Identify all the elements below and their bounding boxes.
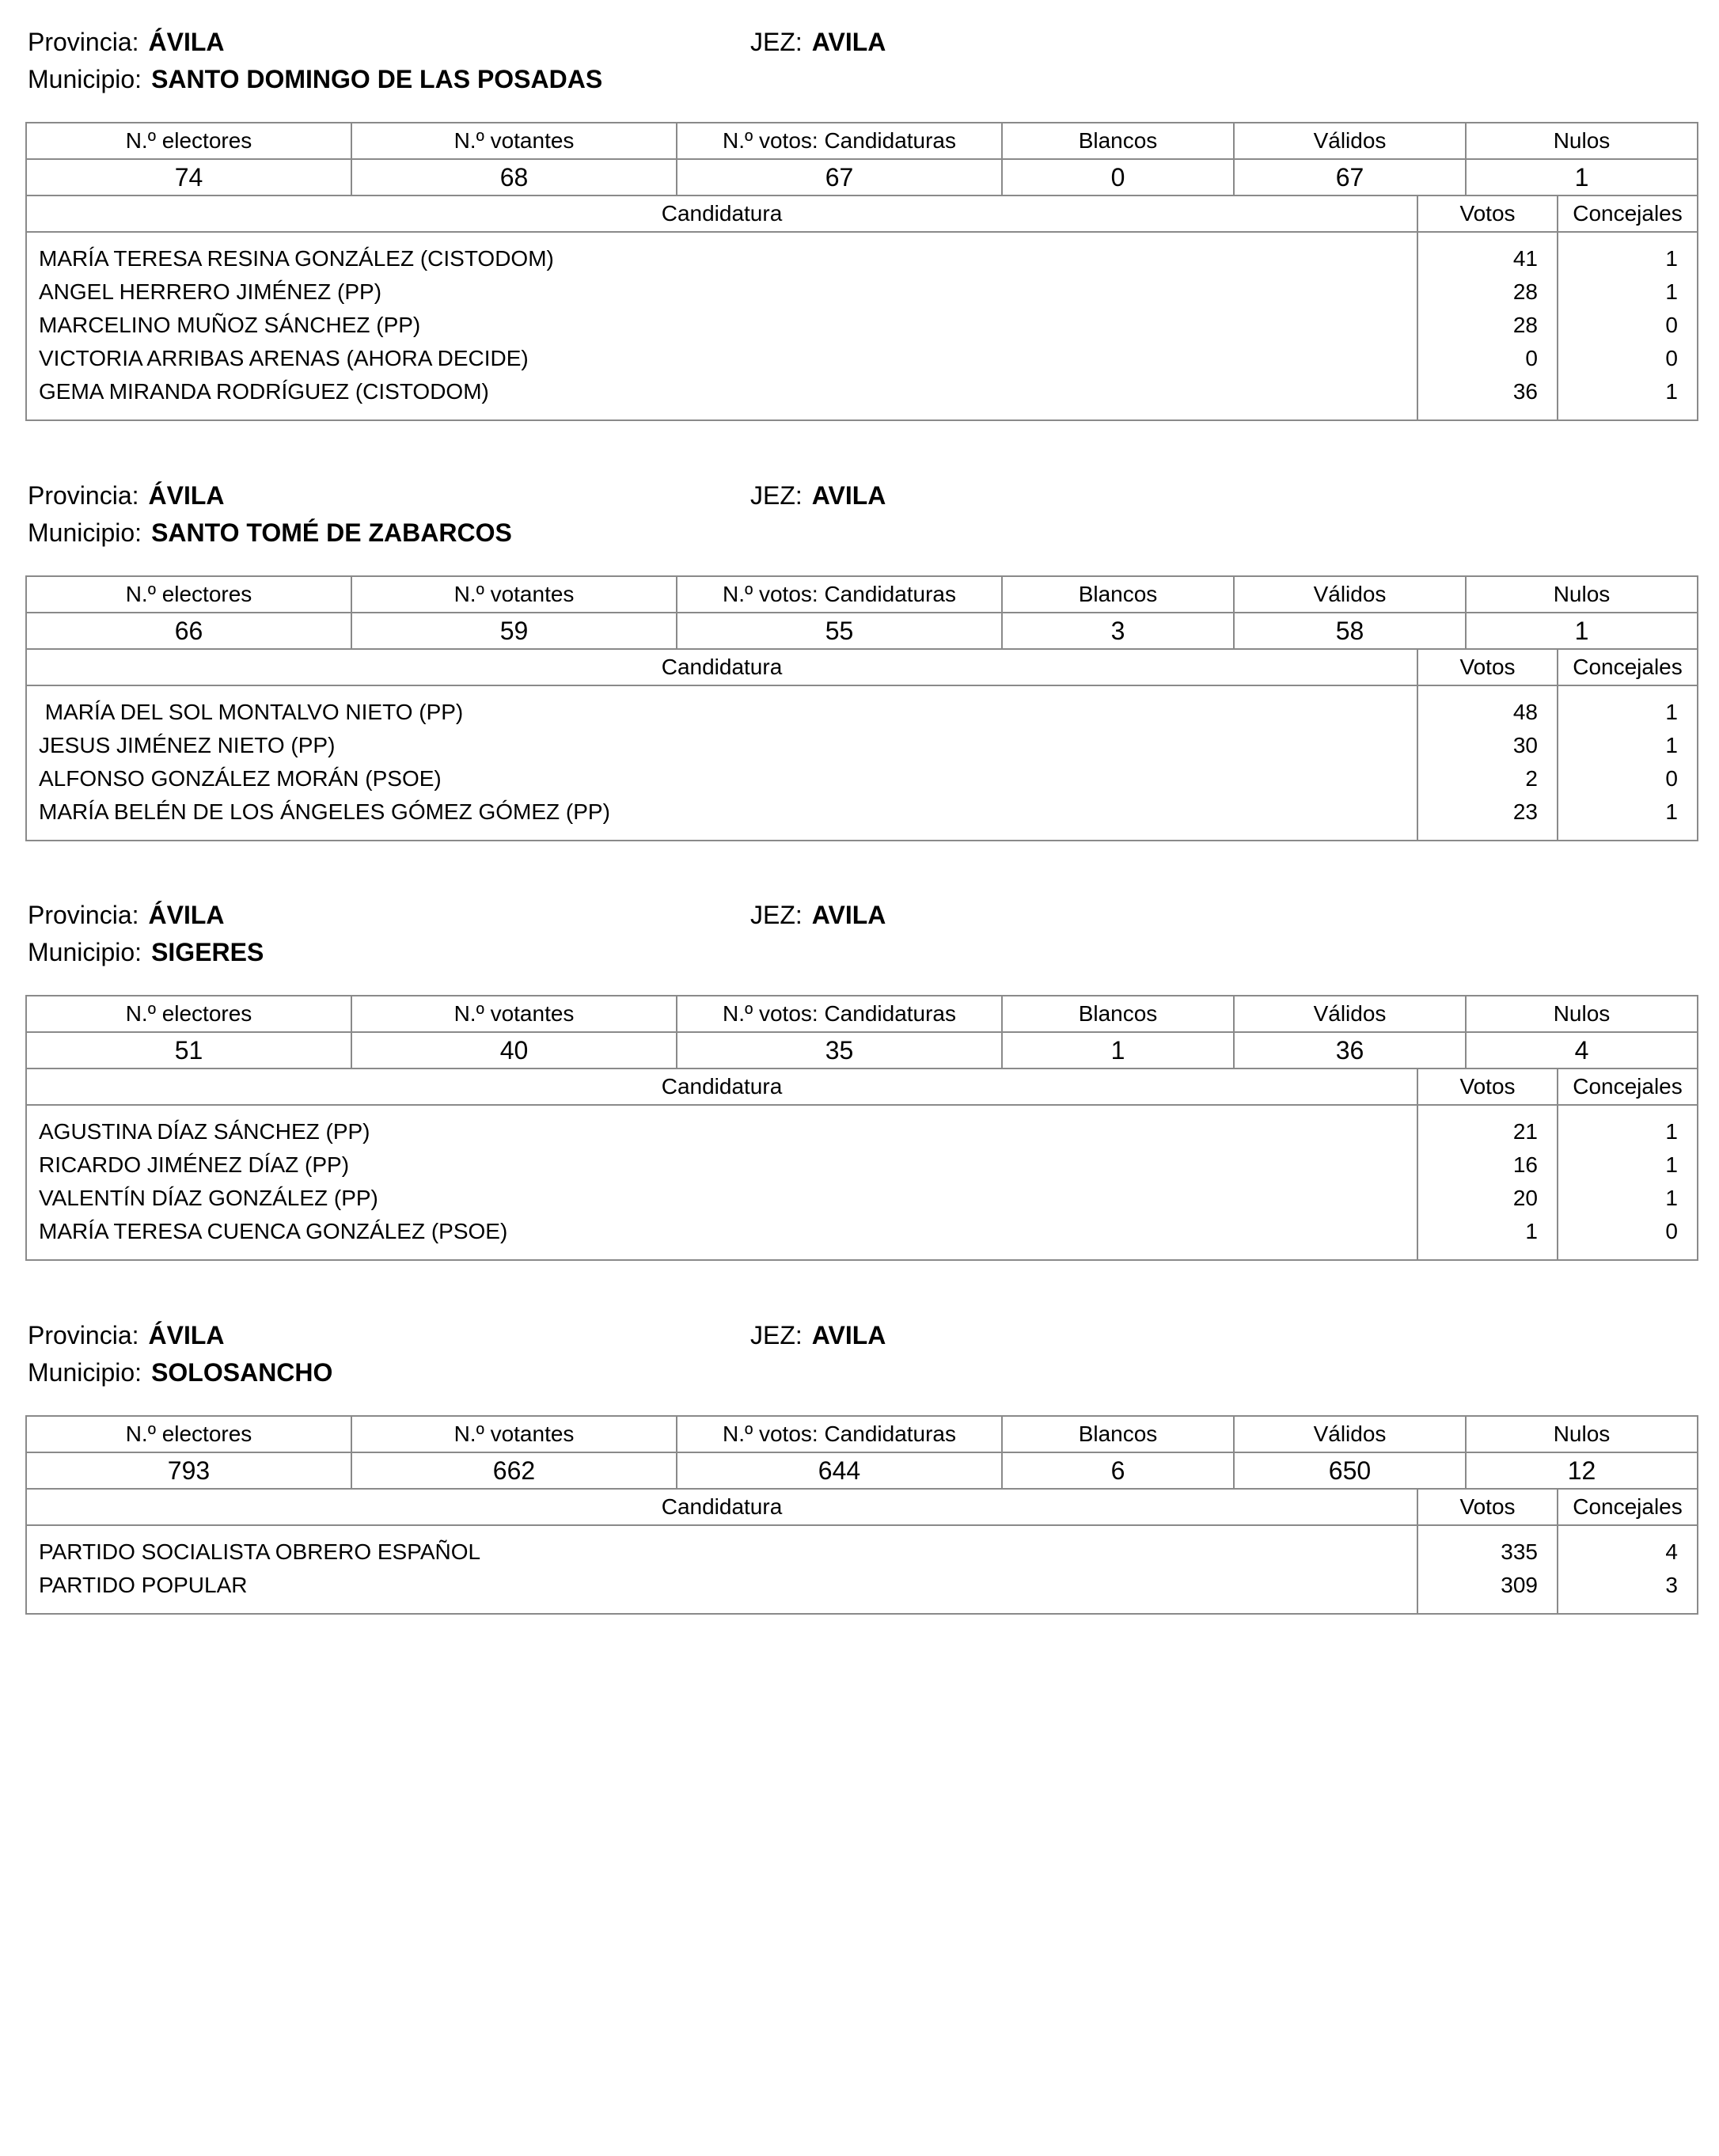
stats-header-blancos: Blancos [1002,1416,1234,1452]
municipio-block [0,1308,1719,1703]
candidate-name: ANGEL HERRERO JIMÉNEZ (PP) [39,279,382,304]
candidate-concejales: 0 [1665,1219,1678,1243]
candidate-name: PARTIDO SOCIALISTA OBRERO ESPAÑOL [39,1539,481,1564]
candidate-name: VICTORIA ARRIBAS ARENAS (AHORA DECIDE) [39,346,529,370]
stats-header-validos: Válidos [1234,576,1466,613]
municipio-label: Municipio: [28,65,142,93]
provincia-label: Provincia: [28,1321,139,1349]
candidate-name: RICARDO JIMÉNEZ DÍAZ (PP) [39,1152,350,1177]
candidates-header-row [26,649,1698,685]
candidate-concejales: 1 [1665,1119,1678,1144]
provincia-line [28,27,225,57]
stats-value-votos-candidaturas: 644 [677,1452,1002,1489]
stats-value-validos: 67 [1234,159,1466,195]
provincia-line [28,480,225,511]
provincia-label: Provincia: [28,901,139,929]
stats-header-nulos: Nulos [1466,996,1698,1032]
concejales-header: Concejales [1558,1489,1698,1525]
stats-table [25,575,1698,650]
candidate-votes: 1 [1525,1219,1538,1243]
candidates-table [25,195,1698,421]
candidate-votes: 48 [1512,700,1538,724]
candidates-table [25,1488,1698,1615]
municipio-line [28,1357,332,1387]
candidate-votes-column [1417,685,1558,841]
jez-line [750,1320,886,1350]
stats-value-electores: 74 [26,159,351,195]
candidate-concejales-column [1558,1525,1698,1614]
stats-header-row [26,576,1698,613]
municipio-value: SIGERES [151,938,264,966]
stats-value-validos: 36 [1234,1032,1466,1069]
votos-header: Votos [1417,649,1558,685]
candidatura-header: Candidatura [26,649,1417,685]
stats-header-votantes: N.º votantes [351,576,677,613]
candidate-votes-column [1417,1105,1558,1260]
municipio-value: SANTO TOMÉ DE ZABARCOS [151,518,512,547]
municipio-line [28,64,602,94]
stats-value-votos-candidaturas: 67 [677,159,1002,195]
candidate-votes: 30 [1512,733,1538,757]
stats-header-nulos: Nulos [1466,576,1698,613]
stats-value-blancos: 0 [1002,159,1234,195]
stats-header-validos: Válidos [1234,1416,1466,1452]
jez-label: JEZ: [750,28,803,56]
jez-value: AVILA [811,901,886,929]
candidates-header-row [26,195,1698,232]
jez-line [750,900,886,930]
stats-value-blancos: 1 [1002,1032,1234,1069]
candidate-name: ALFONSO GONZÁLEZ MORÁN (PSOE) [39,766,442,791]
candidates-body-row [26,1105,1698,1260]
municipio-line [28,937,264,967]
jez-value: AVILA [811,481,886,510]
municipio-line [28,518,512,548]
candidate-concejales: 1 [1665,733,1678,757]
candidate-votes: 20 [1512,1186,1538,1210]
stats-value-votantes: 68 [351,159,677,195]
concejales-header: Concejales [1558,1069,1698,1105]
stats-value-electores: 51 [26,1032,351,1069]
candidate-name: VALENTÍN DÍAZ GONZÁLEZ (PP) [39,1186,378,1210]
jez-value: AVILA [811,28,886,56]
candidate-name: MARÍA TERESA RESINA GONZÁLEZ (CISTODOM) [39,246,554,271]
stats-header-votantes: N.º votantes [351,996,677,1032]
stats-table [25,122,1698,196]
concejales-header: Concejales [1558,649,1698,685]
candidate-concejales: 4 [1665,1539,1678,1564]
concejales-header: Concejales [1558,195,1698,232]
jez-line [750,27,886,57]
candidate-concejales: 0 [1665,766,1678,791]
municipio-label: Municipio: [28,1358,142,1387]
candidates-header-row [26,1489,1698,1525]
candidate-name: MARÍA TERESA CUENCA GONZÁLEZ (PSOE) [39,1219,508,1243]
stats-header-votantes: N.º votantes [351,123,677,159]
stats-value-validos: 58 [1234,613,1466,649]
jez-line [750,480,886,511]
candidate-name: MARCELINO MUÑOZ SÁNCHEZ (PP) [39,313,421,337]
candidate-votes-column [1417,1525,1558,1614]
candidates-body-row [26,685,1698,841]
provincia-label: Provincia: [28,481,139,510]
stats-header-blancos: Blancos [1002,996,1234,1032]
municipio-block [0,468,1719,864]
candidatura-header: Candidatura [26,195,1417,232]
candidate-concejales-column [1558,1105,1698,1260]
stats-header-votos-candidaturas: N.º votos: Candidaturas [677,123,1002,159]
candidate-name: MARÍA DEL SOL MONTALVO NIETO (PP) [39,700,464,724]
candidate-concejales-column [1558,232,1698,420]
stats-header-blancos: Blancos [1002,576,1234,613]
candidatura-header: Candidatura [26,1489,1417,1525]
jez-label: JEZ: [750,901,803,929]
stats-value-blancos: 6 [1002,1452,1234,1489]
stats-header-validos: Válidos [1234,996,1466,1032]
stats-value-row [26,159,1698,195]
stats-value-row [26,1032,1698,1069]
candidate-votes: 36 [1512,379,1538,404]
candidate-votes: 335 [1501,1539,1538,1564]
provincia-value: ÁVILA [148,1321,225,1349]
municipio-label: Municipio: [28,518,142,547]
stats-value-votantes: 59 [351,613,677,649]
jez-label: JEZ: [750,481,803,510]
candidate-name: GEMA MIRANDA RODRÍGUEZ (CISTODOM) [39,379,489,404]
stats-header-row [26,1416,1698,1452]
candidate-votes: 23 [1512,799,1538,824]
candidate-votes: 28 [1512,313,1538,337]
stats-header-nulos: Nulos [1466,1416,1698,1452]
candidate-name: AGUSTINA DÍAZ SÁNCHEZ (PP) [39,1119,370,1144]
candidate-votes: 41 [1512,246,1538,271]
stats-header-electores: N.º electores [26,1416,351,1452]
stats-header-row [26,123,1698,159]
candidate-concejales: 1 [1665,246,1678,271]
candidates-table [25,648,1698,841]
candidate-votes: 16 [1512,1152,1538,1177]
stats-value-electores: 66 [26,613,351,649]
candidate-votes: 0 [1525,346,1538,370]
candidate-concejales: 0 [1665,313,1678,337]
stats-value-votantes: 40 [351,1032,677,1069]
stats-header-electores: N.º electores [26,123,351,159]
candidate-names-column [26,685,1417,841]
candidate-concejales: 1 [1665,700,1678,724]
stats-header-electores: N.º electores [26,996,351,1032]
stats-value-votantes: 662 [351,1452,677,1489]
stats-value-votos-candidaturas: 55 [677,613,1002,649]
candidate-concejales: 1 [1665,1152,1678,1177]
candidate-votes: 2 [1525,766,1538,791]
provincia-line [28,1320,225,1350]
provincia-value: ÁVILA [148,481,225,510]
candidate-concejales: 1 [1665,799,1678,824]
candidate-names-column [26,1525,1417,1614]
votos-header: Votos [1417,1489,1558,1525]
stats-value-row [26,613,1698,649]
candidate-names-column [26,1105,1417,1260]
stats-value-nulos: 1 [1466,159,1698,195]
stats-header-electores: N.º electores [26,576,351,613]
stats-header-blancos: Blancos [1002,123,1234,159]
candidate-name: PARTIDO POPULAR [39,1573,248,1597]
stats-value-blancos: 3 [1002,613,1234,649]
candidate-concejales: 1 [1665,1186,1678,1210]
provincia-value: ÁVILA [148,901,225,929]
municipio-block [0,887,1719,1283]
votos-header: Votos [1417,195,1558,232]
stats-table [25,995,1698,1069]
candidate-names-column [26,232,1417,420]
municipio-block [0,14,1719,410]
stats-value-electores: 793 [26,1452,351,1489]
jez-value: AVILA [811,1321,886,1349]
municipio-label: Municipio: [28,938,142,966]
stats-header-votos-candidaturas: N.º votos: Candidaturas [677,1416,1002,1452]
candidates-body-row [26,1525,1698,1614]
stats-value-nulos: 1 [1466,613,1698,649]
candidate-concejales-column [1558,685,1698,841]
municipio-value: SANTO DOMINGO DE LAS POSADAS [151,65,603,93]
provincia-value: ÁVILA [148,28,225,56]
stats-value-validos: 650 [1234,1452,1466,1489]
candidate-concejales: 1 [1665,279,1678,304]
candidate-name: MARÍA BELÉN DE LOS ÁNGELES GÓMEZ GÓMEZ (PP) [39,799,610,824]
candidate-name: JESUS JIMÉNEZ NIETO (PP) [39,733,336,757]
stats-value-nulos: 12 [1466,1452,1698,1489]
stats-table [25,1415,1698,1490]
stats-value-votos-candidaturas: 35 [677,1032,1002,1069]
candidates-body-row [26,232,1698,420]
jez-label: JEZ: [750,1321,803,1349]
candidate-votes: 28 [1512,279,1538,304]
municipio-value: SOLOSANCHO [151,1358,333,1387]
candidate-votes: 309 [1501,1573,1538,1597]
stats-header-votantes: N.º votantes [351,1416,677,1452]
candidates-table [25,1068,1698,1261]
votos-header: Votos [1417,1069,1558,1105]
candidate-concejales: 1 [1665,379,1678,404]
candidate-concejales: 3 [1665,1573,1678,1597]
stats-header-nulos: Nulos [1466,123,1698,159]
candidatura-header: Candidatura [26,1069,1417,1105]
stats-header-validos: Válidos [1234,123,1466,159]
provincia-line [28,900,225,930]
candidate-concejales: 0 [1665,346,1678,370]
candidate-votes: 21 [1512,1119,1538,1144]
candidate-votes-column [1417,232,1558,420]
stats-value-row [26,1452,1698,1489]
candidates-header-row [26,1069,1698,1105]
stats-value-nulos: 4 [1466,1032,1698,1069]
provincia-label: Provincia: [28,28,139,56]
stats-header-row [26,996,1698,1032]
stats-header-votos-candidaturas: N.º votos: Candidaturas [677,996,1002,1032]
stats-header-votos-candidaturas: N.º votos: Candidaturas [677,576,1002,613]
